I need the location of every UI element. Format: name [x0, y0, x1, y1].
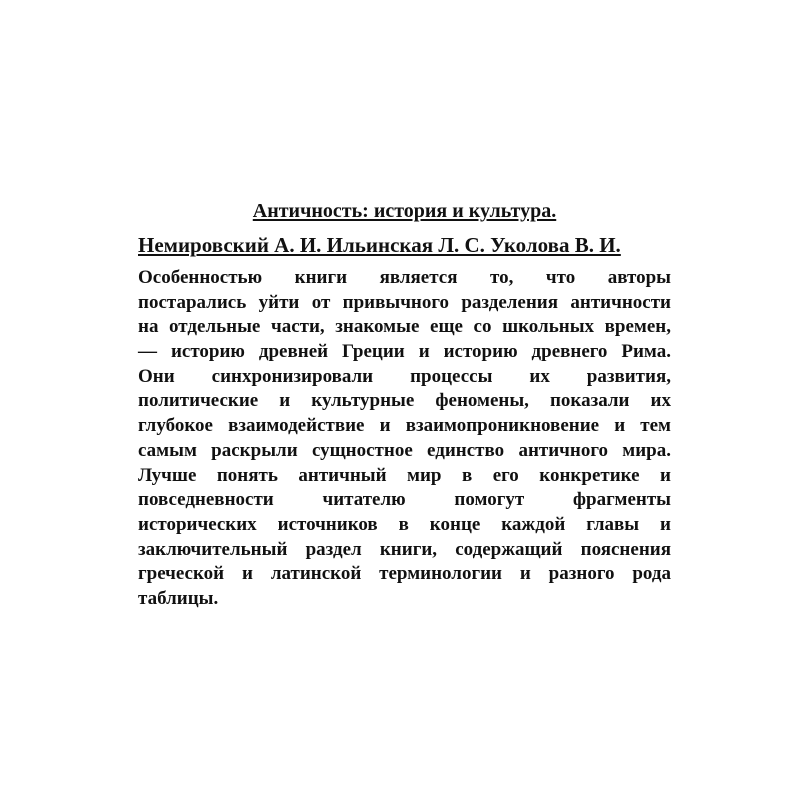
annotation-line: Особенностью книги является то, что авторы	[138, 267, 671, 288]
annotation-line: Они синхронизировали процессы их развития,	[138, 365, 671, 387]
book-annotation	[138, 266, 671, 612]
annotation-line: глубокое взаимодействие и взаимопроникновение и тем	[138, 415, 671, 437]
annotation-line: Лучше понять античный мир в его конкретике и	[138, 464, 671, 486]
annotation-line: политические и культурные феномены, показали их	[138, 390, 671, 412]
annotation-line: таблицы.	[138, 587, 219, 609]
annotation-line: — историю древней Греции и историю древнего Рима.	[138, 341, 671, 363]
book-authors: Немировский А. И. Ильинская Л. С. Уколова В. И.	[138, 233, 621, 257]
annotation-line: заключительный раздел книги, содержащий пояснения	[138, 538, 671, 560]
document-body	[138, 196, 671, 612]
annotation-line: постарались уйти от привычного разделения античности	[138, 291, 671, 313]
annotation-line: на отдельные части, знакомые еще со школьных времен,	[138, 316, 671, 338]
annotation-line: повседневности читателю помогут фрагменты	[138, 489, 671, 511]
annotation-line: греческой и латинской терминологии и разного рода	[138, 563, 671, 585]
book-title: Античность: история и культура.	[252, 200, 557, 222]
annotation-line: самым раскрыли сущностное единство античного мира.	[138, 439, 671, 461]
annotation-line: исторических источников в конце каждой главы и	[138, 513, 671, 535]
